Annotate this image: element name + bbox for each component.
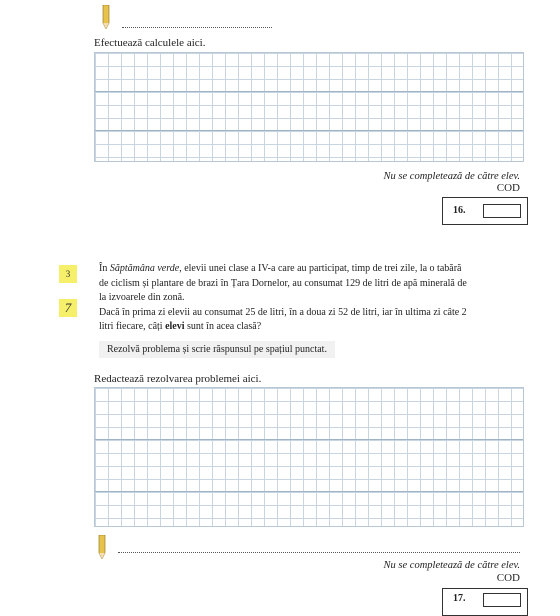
answer-line-top[interactable] xyxy=(122,27,272,28)
solution-area-label: Redactează rezolvarea problemei aici. xyxy=(94,373,262,385)
problem-line-2: de ciclism și plantare de brazi în Țara Dornelor, au consumat 129 de litri de apă minerală de xyxy=(99,277,467,289)
problem-line-3: la izvoarele din zonă. xyxy=(99,292,185,304)
item-number: 17. xyxy=(453,593,466,604)
item-marker-top: 3 xyxy=(59,265,77,283)
problem-statement xyxy=(99,262,529,335)
score-cell[interactable] xyxy=(483,593,521,607)
work-area-label: Efectuează calculele aici. xyxy=(94,37,206,49)
solution-grid[interactable] xyxy=(94,387,524,527)
calculation-grid[interactable] xyxy=(94,52,524,162)
pencil-icon xyxy=(97,535,107,559)
score-cell[interactable] xyxy=(483,204,521,218)
item-marker-number: 7 xyxy=(59,299,77,317)
item-number: 16. xyxy=(453,205,466,216)
answer-line-bottom[interactable] xyxy=(118,552,520,553)
code-label: COD xyxy=(496,182,520,194)
pencil-icon xyxy=(101,5,111,29)
problem-line-4: Dacă în prima zi elevii au consumat 25 de litri, în a doua zi 52 de litri, iar în ultima zi câte 2 xyxy=(99,306,467,318)
code-label: COD xyxy=(496,572,520,584)
code-box-16 xyxy=(442,197,528,225)
problem-line-1: În Săptămâna verde, elevii unei clase a IV-a care au participat, timp de trei zile, la o tabără xyxy=(99,263,462,274)
not-for-student-note: Nu se completează de către elev. xyxy=(383,560,520,571)
not-for-student-note: Nu se completează de către elev. xyxy=(383,171,520,182)
instruction-box: Rezolvă problema și scrie răspunsul pe spațiul punctat. xyxy=(99,341,335,358)
problem-line-5: litri fiecare, câți elevi sunt în acea clasă? xyxy=(99,321,262,333)
code-box-17 xyxy=(442,588,528,616)
